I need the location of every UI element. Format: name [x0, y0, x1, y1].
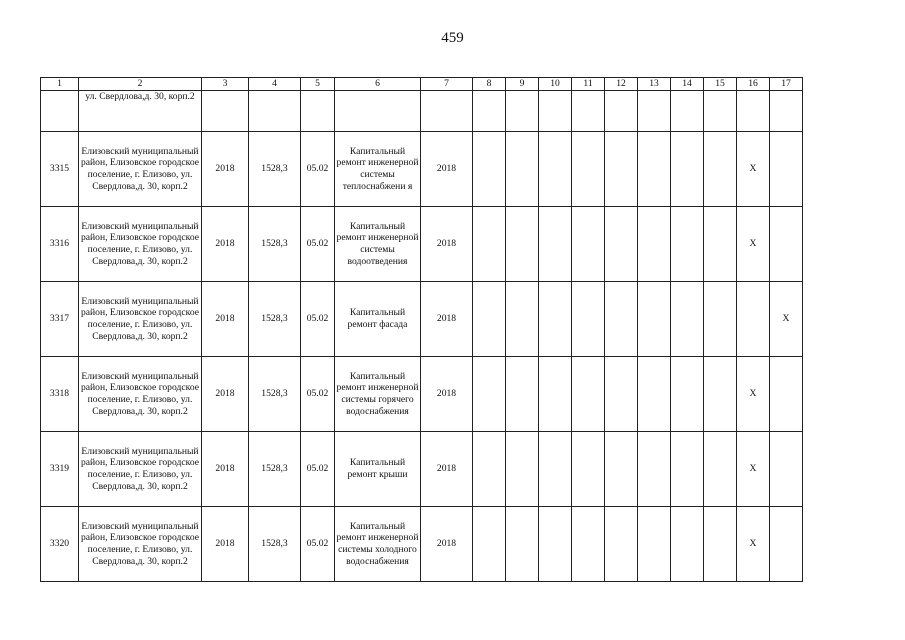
column-header: 8 [473, 78, 506, 91]
address-cell [79, 507, 202, 582]
table-cell [638, 91, 671, 132]
table-cell [539, 91, 572, 132]
column-header: 17 [770, 78, 803, 91]
table-cell [506, 432, 539, 507]
end-year-cell: 2018 [421, 432, 473, 507]
year-cell: 2018 [202, 507, 249, 582]
table-cell [473, 357, 506, 432]
year-cell: 2018 [202, 207, 249, 282]
table-cell [473, 432, 506, 507]
mark-cell-col17: Х [770, 282, 803, 357]
address-text: ул. Свердлова,д. 30, корп.2 [85, 91, 195, 102]
table-cell [704, 507, 737, 582]
table-cell [605, 357, 638, 432]
work-type-cell [335, 132, 421, 207]
column-header: 3 [202, 78, 249, 91]
table-cell [572, 132, 605, 207]
mark-cell-col17 [770, 357, 803, 432]
table-row [41, 507, 803, 582]
table-cell [704, 207, 737, 282]
end-year-cell: 2018 [421, 132, 473, 207]
table-body [41, 78, 803, 582]
end-year-cell: 2018 [421, 207, 473, 282]
column-header: 14 [671, 78, 704, 91]
address-text: Елизовский муниципальный район, Елизовское городское поселение, г. Елизово, ул. Свердлова,д. 30, корп.2 [80, 295, 199, 342]
table-row [41, 432, 803, 507]
continued-row [41, 91, 803, 132]
mark-cell-col17 [770, 132, 803, 207]
table-cell [671, 507, 704, 582]
table-cell [638, 282, 671, 357]
address-text: Елизовский муниципальный район, Елизовское городское поселение, г. Елизово, ул. Свердлова,д. 30, корп.2 [80, 445, 199, 492]
end-year-cell: 2018 [421, 282, 473, 357]
address-text: Елизовский муниципальный район, Елизовское городское поселение, г. Елизово, ул. Свердлова,д. 30, корп.2 [80, 145, 199, 192]
area-cell: 1528,3 [249, 282, 301, 357]
column-header: 5 [301, 78, 335, 91]
table-cell [473, 91, 506, 132]
work-type-cell [335, 357, 421, 432]
work-type-text: Капитальный ремонт инженерной системы холодного водоснабжения [336, 520, 419, 567]
table-cell [572, 507, 605, 582]
address-cell [79, 282, 202, 357]
mark-cell-col16: Х [737, 432, 770, 507]
table-cell [704, 132, 737, 207]
table-row [41, 357, 803, 432]
table-cell [572, 432, 605, 507]
row-number-cell: 3319 [41, 432, 79, 507]
work-type-text: Капитальный ремонт крыши [347, 457, 408, 480]
address-text: Елизовский муниципальный район, Елизовское городское поселение, г. Елизово, ул. Свердлова,д. 30, корп.2 [80, 370, 199, 417]
table-cell [704, 282, 737, 357]
area-cell: 1528,3 [249, 432, 301, 507]
table-cell [506, 132, 539, 207]
code-cell: 05.02 [301, 507, 335, 582]
table-cell [41, 91, 79, 132]
column-number-row [41, 78, 803, 91]
column-header: 10 [539, 78, 572, 91]
table-cell [638, 357, 671, 432]
address-cell [79, 91, 202, 132]
table-cell [671, 357, 704, 432]
table-cell [539, 432, 572, 507]
table-cell [737, 91, 770, 132]
work-type-cell [335, 507, 421, 582]
table-cell [473, 132, 506, 207]
code-cell: 05.02 [301, 132, 335, 207]
table-cell [572, 282, 605, 357]
column-header: 9 [506, 78, 539, 91]
table-row [41, 132, 803, 207]
work-type-cell [335, 432, 421, 507]
table-cell [572, 207, 605, 282]
work-type-text: Капитальный ремонт фасада [347, 307, 408, 330]
area-cell: 1528,3 [249, 132, 301, 207]
table-cell [638, 432, 671, 507]
row-number-cell: 3320 [41, 507, 79, 582]
work-type-text: Капитальный ремонт инженерной системы теплоснабжени я [336, 145, 419, 192]
column-header: 15 [704, 78, 737, 91]
area-cell: 1528,3 [249, 357, 301, 432]
column-header: 16 [737, 78, 770, 91]
column-header: 7 [421, 78, 473, 91]
table-cell [539, 357, 572, 432]
address-cell [79, 357, 202, 432]
mark-cell-col17 [770, 507, 803, 582]
mark-cell-col16: Х [737, 132, 770, 207]
table-cell [506, 357, 539, 432]
column-header: 4 [249, 78, 301, 91]
end-year-cell: 2018 [421, 507, 473, 582]
year-cell: 2018 [202, 282, 249, 357]
address-cell [79, 432, 202, 507]
area-cell: 1528,3 [249, 507, 301, 582]
code-cell: 05.02 [301, 357, 335, 432]
column-header: 1 [41, 78, 79, 91]
mark-cell-col17 [770, 207, 803, 282]
table-cell [671, 132, 704, 207]
column-header: 11 [572, 78, 605, 91]
end-year-cell: 2018 [421, 357, 473, 432]
table-cell [202, 91, 249, 132]
mark-cell-col16: Х [737, 357, 770, 432]
year-cell: 2018 [202, 132, 249, 207]
column-header: 12 [605, 78, 638, 91]
table-cell [638, 207, 671, 282]
table-cell [704, 357, 737, 432]
table-cell [421, 91, 473, 132]
table-cell [605, 91, 638, 132]
page-number: 459 [441, 30, 464, 46]
table-cell [605, 507, 638, 582]
table-cell [605, 282, 638, 357]
table-cell [572, 91, 605, 132]
row-number-cell: 3316 [41, 207, 79, 282]
code-cell: 05.02 [301, 282, 335, 357]
table-cell [605, 132, 638, 207]
capital-repair-table [40, 77, 803, 582]
table-cell [605, 207, 638, 282]
mark-cell-col16: Х [737, 207, 770, 282]
table-cell [638, 507, 671, 582]
table-cell [473, 207, 506, 282]
table-cell [605, 432, 638, 507]
mark-cell-col16: Х [737, 507, 770, 582]
table-cell [249, 91, 301, 132]
year-cell: 2018 [202, 432, 249, 507]
code-cell: 05.02 [301, 432, 335, 507]
table-cell [704, 91, 737, 132]
work-type-text: Капитальный ремонт инженерной системы водоотведения [336, 220, 419, 267]
table-cell [473, 282, 506, 357]
table-cell [638, 132, 671, 207]
address-text: Елизовский муниципальный район, Елизовское городское поселение, г. Елизово, ул. Свердлова,д. 30, корп.2 [80, 220, 199, 267]
table-cell [539, 207, 572, 282]
table-cell [539, 132, 572, 207]
table-row [41, 282, 803, 357]
table-cell [506, 207, 539, 282]
column-header: 13 [638, 78, 671, 91]
table-cell [506, 507, 539, 582]
column-header: 6 [335, 78, 421, 91]
row-number-cell: 3317 [41, 282, 79, 357]
table-cell [506, 282, 539, 357]
table-cell [539, 507, 572, 582]
table-cell [301, 91, 335, 132]
table-cell [671, 207, 704, 282]
row-number-cell: 3318 [41, 357, 79, 432]
table-cell [671, 91, 704, 132]
table-cell [671, 282, 704, 357]
code-cell: 05.02 [301, 207, 335, 282]
area-cell: 1528,3 [249, 207, 301, 282]
work-type-cell [335, 282, 421, 357]
address-text: Елизовский муниципальный район, Елизовское городское поселение, г. Елизово, ул. Свердлова,д. 30, корп.2 [80, 520, 199, 567]
table-cell [572, 357, 605, 432]
row-number-cell: 3315 [41, 132, 79, 207]
table-row [41, 207, 803, 282]
mark-cell-col16 [737, 282, 770, 357]
table-cell [539, 282, 572, 357]
table-cell [671, 432, 704, 507]
address-cell [79, 207, 202, 282]
mark-cell-col17 [770, 432, 803, 507]
table-cell [473, 507, 506, 582]
table-cell [704, 432, 737, 507]
work-type-cell [335, 207, 421, 282]
address-cell [79, 132, 202, 207]
work-type-text: Капитальный ремонт инженерной системы горячего водоснабжения [336, 370, 419, 417]
table-cell [770, 91, 803, 132]
column-header: 2 [79, 78, 202, 91]
table-cell [335, 91, 421, 132]
year-cell: 2018 [202, 357, 249, 432]
table-cell [506, 91, 539, 132]
